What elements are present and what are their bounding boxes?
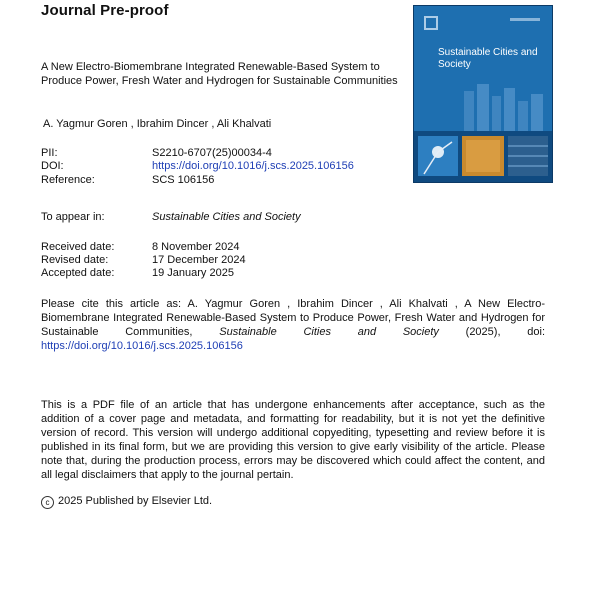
pii-label: PII: [41,147,58,159]
revised-value: 17 December 2024 [152,254,246,266]
journal-preproof-header: Journal Pre-proof [41,2,169,19]
received-value: 8 November 2024 [152,241,240,253]
accepted-value: 19 January 2025 [152,267,234,279]
citation-year: (2025), doi: [438,326,545,338]
cover-journal-title: Sustainable Cities and Society [438,47,538,70]
copyright-line [41,495,212,509]
authors: A. Yagmur Goren , Ibrahim Dincer , Ali Khalvati [43,118,272,130]
copyright-text: 2025 Published by Elsevier Ltd. [58,495,213,507]
copyright-icon: c [41,496,54,509]
received-label: Received date: [41,241,115,253]
citation-journal: Sustainable Cities and Society [219,326,439,338]
cover-artwork [414,6,552,182]
disclaimer-paragraph: This is a PDF file of an article that has undergone enhancements after acceptance, such as the addition of a cover page and metadata, and formatting for readability, but it is not yet the definitive version of record. This version will undergo additional copyediting, typesetting and review before it is published in its final form, but we are providing this version to give early visibility of the article. Please note that, during the production process, errors may be discovered which could affect the content, and all legal disclaimers that apply to the journal pertain. [41,399,545,481]
appear-value: Sustainable Cities and Society [152,211,301,223]
pii-value: S2210-6707(25)00034-4 [152,147,272,159]
article-title: A New Electro-Biomembrane Integrated Renewable-Based System to Produce Power, Fresh Water and Hydrogen for Sustainable Communities [41,61,398,87]
citation-doi-link[interactable]: https://doi.org/10.1016/j.scs.2025.106156 [41,340,243,352]
reference-label: Reference: [41,174,95,186]
citation-paragraph [41,297,545,353]
doi-link[interactable]: https://doi.org/10.1016/j.scs.2025.106156 [152,160,354,172]
citation-text: Please cite this article as: A. Yagmur Goren , Ibrahim Dincer , Ali Khalvati , A New Electro-Biomembrane Integrated Renewable-Based System to Produce Power, Fresh Water and Hydrogen for Sustainable Communities, [41,298,545,338]
reference-value: SCS 106156 [152,174,215,186]
journal-cover-image [413,5,553,183]
doi-label: DOI: [41,160,64,172]
revised-label: Revised date: [41,254,109,266]
appear-label: To appear in: [41,211,105,223]
accepted-label: Accepted date: [41,267,115,279]
